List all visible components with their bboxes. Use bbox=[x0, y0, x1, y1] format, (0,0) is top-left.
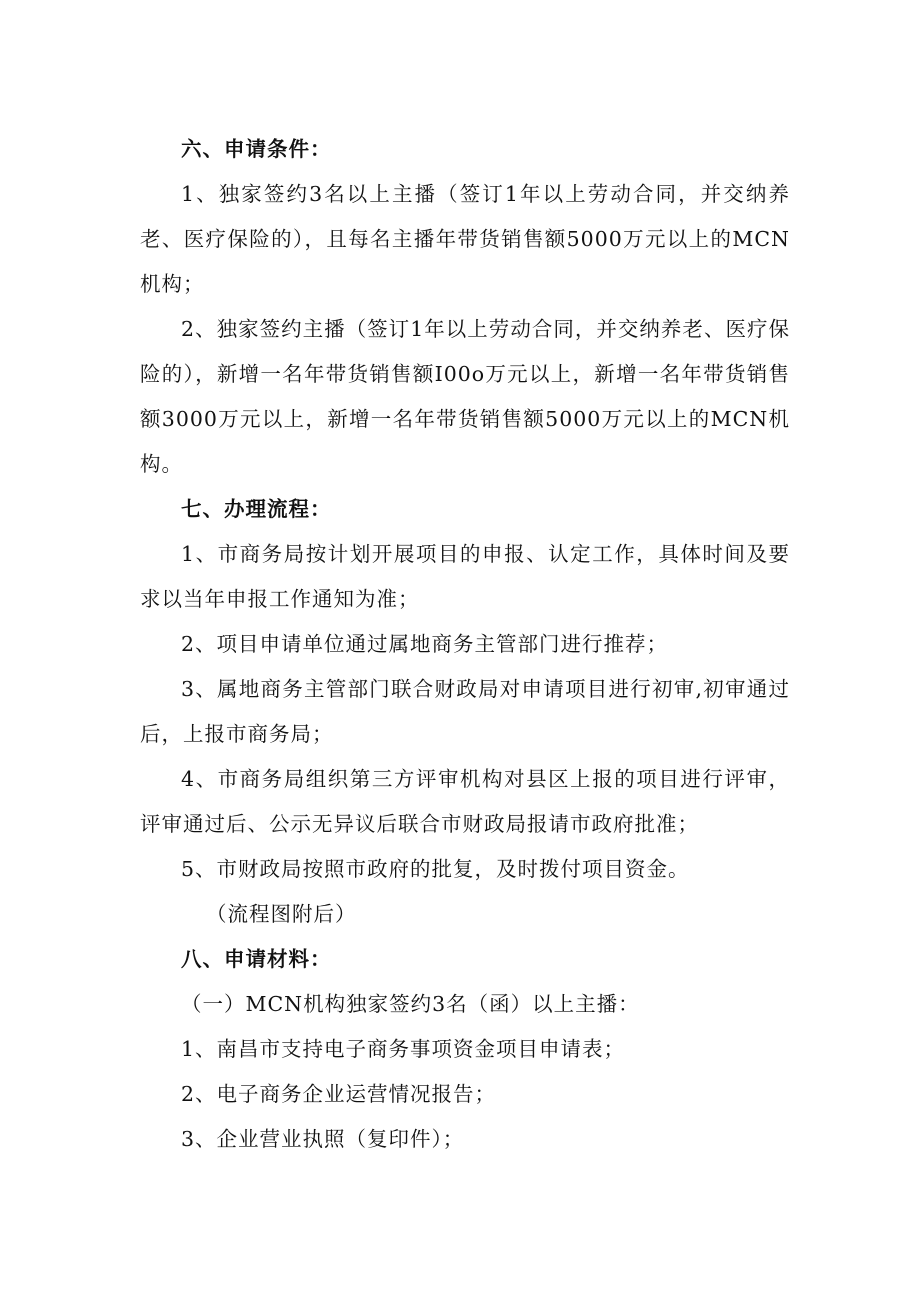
material-item-2: 2、电子商务企业运营情况报告； bbox=[181, 1082, 497, 1106]
process-item-5: 5、市财政局按照市政府的批复，及时拨付项目资金。 bbox=[181, 857, 690, 881]
material-item-3: 3、企业营业执照（复印件）； bbox=[181, 1127, 465, 1151]
section-heading-application-conditions: 六、申请条件： bbox=[181, 137, 332, 161]
section-heading-materials: 八、申请材料： bbox=[181, 947, 332, 971]
materials-subheading: （一）MCN机构独家签约3名（函）以上主播： bbox=[181, 992, 640, 1016]
document-body bbox=[140, 127, 790, 1162]
material-item-1: 1、南昌市支持电子商务事项资金项目申请表； bbox=[181, 1037, 626, 1061]
process-item-1: 1、市商务局按计划开展项目的申报、认定工作，具体时间及要求以当年申报工作通知为准； bbox=[140, 542, 790, 611]
flowchart-note: （流程图附后） bbox=[206, 902, 357, 926]
process-item-4: 4、市商务局组织第三方评审机构对县区上报的项目进行评审，评审通过后、公示无异议后联合市财政局报请市政府批准； bbox=[140, 767, 790, 836]
process-item-2: 2、项目申请单位通过属地商务主管部门进行推荐； bbox=[181, 632, 669, 656]
process-item-3: 3、属地商务主管部门联合财政局对申请项目进行初审,初审通过后，上报市商务局； bbox=[140, 677, 790, 746]
condition-item-1: 1、独家签约3名以上主播（签订1年以上劳动合同，并交纳养老、医疗保险的），且每名主播年带货销售额5000万元以上的MCN机构； bbox=[140, 182, 790, 296]
condition-item-2: 2、独家签约主播（签订1年以上劳动合同，并交纳养老、医疗保险的），新增一名年带货销售额I00o万元以上，新增一名年带货销售额3000万元以上，新增一名年带货销售额5000万元以上的MCN机构。 bbox=[140, 317, 790, 476]
section-heading-process: 七、办理流程： bbox=[181, 497, 332, 521]
